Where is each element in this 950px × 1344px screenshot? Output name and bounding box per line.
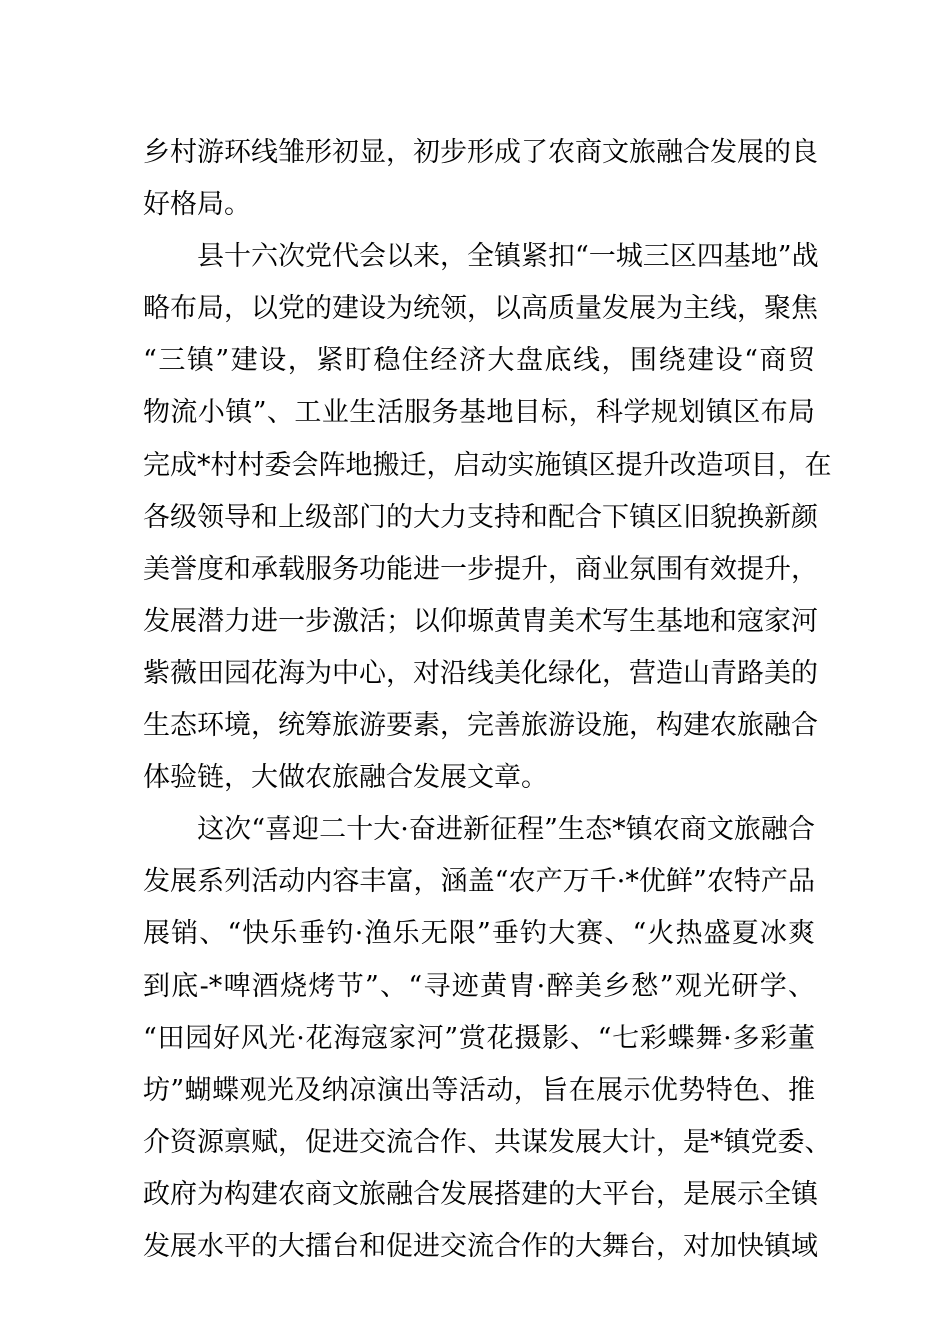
text-line: 好格局。 (143, 189, 251, 221)
text-line: 美誉度和承载服务功能进一步提升，商业氛围有效提升， (143, 553, 818, 585)
text-line: 生态环境，统筹旅游要素，完善旅游设施，构建农旅融合 (143, 710, 818, 742)
text-line: 发展水平的大擂台和促进交流合作的大舞台，对加快镇域 (143, 1230, 818, 1262)
paragraph-2 (143, 231, 832, 804)
paragraph-3 (143, 804, 832, 1273)
text-line: 这次“喜迎二十大·奋进新征程”生态*镇农商文旅融合 (143, 814, 815, 846)
text-line: 坊”蝴蝶观光及纳凉演出等活动，旨在展示优势特色、推 (143, 1074, 815, 1106)
text-line: “三镇”建设，紧盯稳住经济大盘底线，围绕建设“商贸 (143, 345, 815, 377)
document-body (143, 127, 832, 1273)
text-line: 物流小镇”、工业生活服务基地目标，科学规划镇区布局 (143, 397, 815, 429)
text-line: 发展系列活动内容丰富，涵盖“农产万千·*优鲜”农特产品 (143, 866, 815, 898)
text-line: 展销、“快乐垂钓·渔乐无限”垂钓大赛、“火热盛夏冰爽 (143, 918, 815, 950)
paragraph-1 (143, 127, 818, 231)
text-line: 到底-*啤酒烧烤节”、“寻迹黄胄·醉美乡愁”观光研学、 (143, 970, 815, 1002)
text-line: 县十六次党代会以来，全镇紧扣“一城三区四基地”战 (143, 241, 819, 273)
text-line: 完成*村村委会阵地搬迁，启动实施镇区提升改造项目，在 (143, 449, 832, 481)
text-line: “田园好风光·花海寇家河”赏花摄影、“七彩蝶舞·多彩董 (143, 1022, 815, 1054)
text-line: 略布局，以党的建设为统领，以高质量发展为主线，聚焦 (143, 293, 818, 325)
text-line: 体验链，大做农旅融合发展文章。 (143, 762, 548, 794)
text-line: 发展潜力进一步激活；以仰塬黄胄美术写生基地和寇家河 (143, 605, 818, 637)
text-line: 各级领导和上级部门的大力支持和配合下镇区旧貌换新颜 (143, 501, 818, 533)
text-line: 政府为构建农商文旅融合发展搭建的大平台，是展示全镇 (143, 1178, 818, 1210)
text-line: 紫薇田园花海为中心，对沿线美化绿化，营造山青路美的 (143, 657, 818, 689)
text-line: 介资源禀赋，促进交流合作、共谋发展大计，是*镇党委、 (143, 1126, 832, 1158)
text-line: 乡村游环线雏形初显，初步形成了农商文旅融合发展的良 (143, 137, 818, 168)
